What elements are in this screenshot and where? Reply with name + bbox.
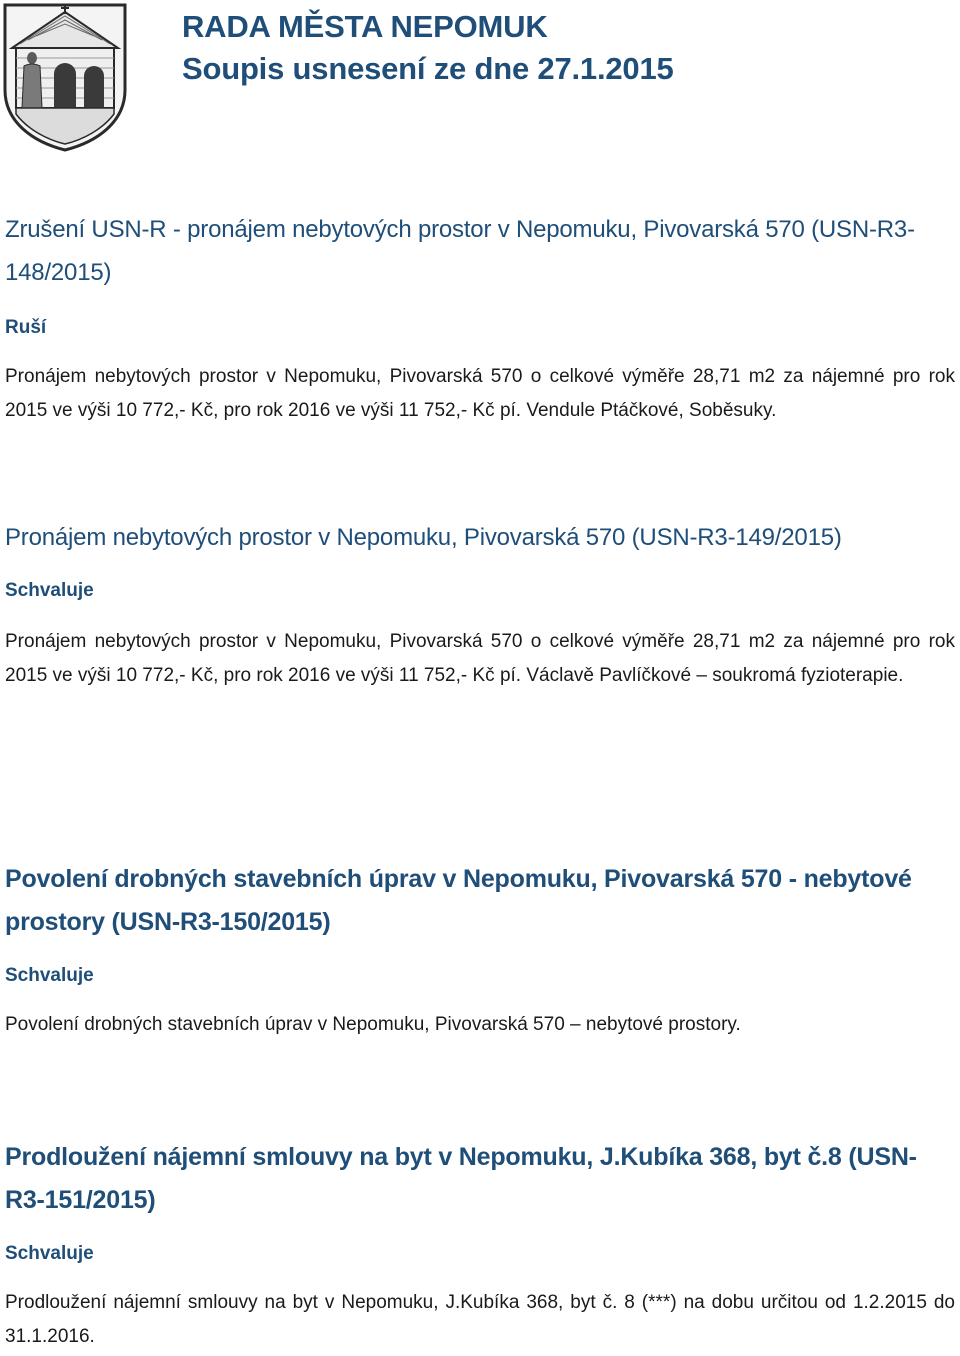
resolution-section — [5, 1136, 955, 1354]
resolution-decision: Schvaluje — [5, 580, 94, 601]
resolution-heading: Prodloužení nájemní smlouvy na byt v Nepomuku, J.Kubíka 368, byt č.8 (USN-R3-151/2015) — [5, 1143, 917, 1214]
resolution-text: Pronájem nebytových prostor v Nepomuku, Pivovarská 570 o celkové výměře 28,71 m2 za nájemné pro rok 2015 ve výši 10 772,- Kč, pro rok 2016 ve výši 11 752,- Kč pí. Vendule Ptáčkové, Soběsuky. — [5, 366, 955, 421]
resolution-section — [5, 858, 955, 1042]
resolution-decision: Schvaluje — [5, 1243, 94, 1264]
resolution-list-title: Soupis usnesení ze dne 27.1.2015 — [182, 51, 674, 86]
resolution-heading: Zrušení USN-R - pronájem nebytových prostor v Nepomuku, Pivovarská 570 (USN-R3-148/2015) — [5, 216, 915, 286]
resolution-text: Povolení drobných stavebních úprav v Nepomuku, Pivovarská 570 – nebytové prostory. — [5, 1014, 741, 1035]
resolution-section — [5, 516, 955, 693]
resolution-text: Prodloužení nájemní smlouvy na byt v Nepomuku, J.Kubíka 368, byt č. 8 (***) na dobu určitou od 1.2.2015 do 31.1.2016. — [5, 1292, 955, 1347]
document-header — [182, 6, 674, 90]
resolution-decision: Schvaluje — [5, 965, 94, 986]
resolution-heading: Pronájem nebytových prostor v Nepomuku, Pivovarská 570 (USN-R3-149/2015) — [5, 524, 842, 551]
resolution-text: Pronájem nebytových prostor v Nepomuku, Pivovarská 570 o celkové výměře 28,71 m2 za nájemné pro rok 2015 ve výši 10 772,- Kč, pro rok 2016 ve výši 11 752,- Kč pí. Václavě Pavlíčkové – soukromá fyzioterapie. — [5, 631, 955, 686]
coat-of-arms-icon — [2, 2, 128, 152]
resolution-heading: Povolení drobných stavebních úprav v Nepomuku, Pivovarská 570 - nebytové prostory (USN-R3-150/2015) — [5, 865, 912, 936]
council-title: RADA MĚSTA NEPOMUK — [182, 9, 548, 44]
resolution-decision: Ruší — [5, 317, 47, 338]
resolution-section — [5, 208, 955, 428]
